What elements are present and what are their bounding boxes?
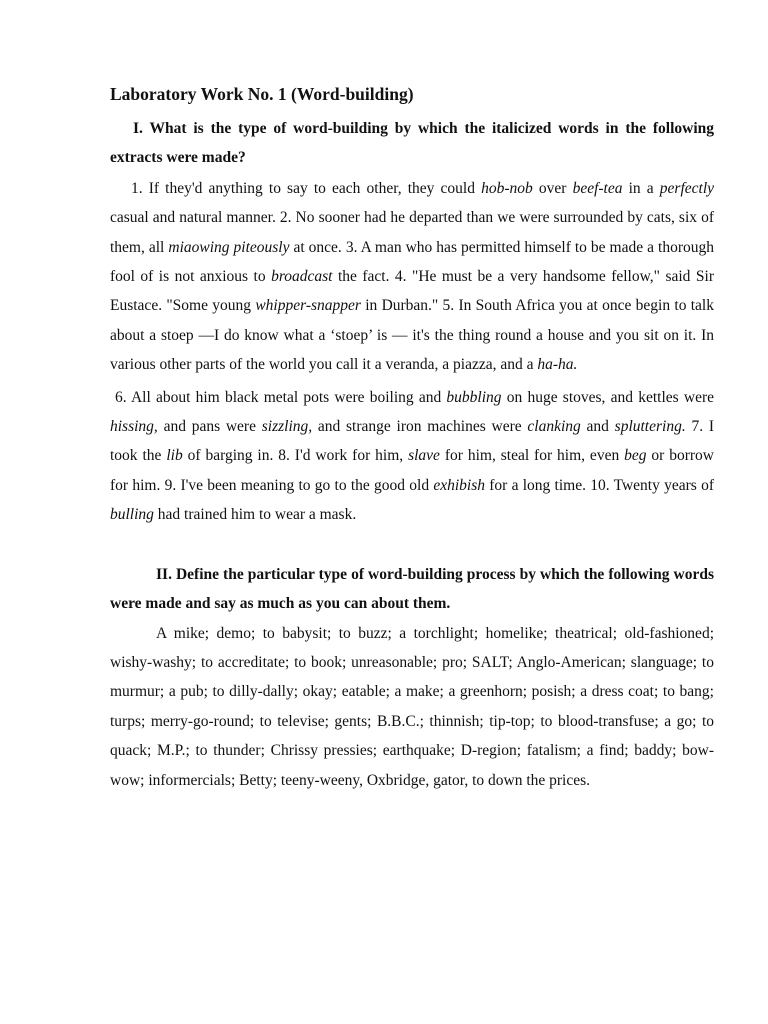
task-1-paragraph-1 xyxy=(110,174,714,380)
italicized-word: beef-tea xyxy=(572,179,623,197)
task-1-heading: I. What is the type of word-building by which the italicized words in the following extracts were made? xyxy=(110,120,714,167)
text-run: on huge stoves, and kettles were xyxy=(501,388,714,406)
italicized-word: broadcast xyxy=(271,268,333,286)
text-run: of barging in. 8. I'd work for him, xyxy=(182,447,409,465)
text-run: and pans were xyxy=(157,418,262,436)
text-run: in a xyxy=(622,179,660,197)
italicized-word: beg xyxy=(624,447,647,465)
text-run: and strange iron machines were xyxy=(312,418,528,436)
text-run: and xyxy=(580,418,615,436)
task-2-word-list: A mike; demo; to babysit; to buzz; a torchlight; homelike; theatrical; old-fashioned; wishy-washy; to accreditate; to book; unreasonable; pro; SALT; Anglo-American; slanguage; to murmur; a pub; to dilly-dally; okay; eatable; a make; a greenhorn; posish; a dress coat; to bang; turps; merry-go-round; to televise; gents; B.B.C.; thinnish; tip-top; to blood-transfuse; a go; to quack; M.P.; to thunder; Chrissy pressies; earthquake; D-region; fatalism; a find; baddy; bow-wow; informercials; Betty; teeny-weeny, Oxbridge, gator, to down the prices. xyxy=(110,624,714,789)
italicized-word: ha-ha. xyxy=(537,356,578,374)
section-spacer xyxy=(110,530,714,560)
italicized-word: spluttering. xyxy=(614,418,686,436)
italicized-word: perfectly xyxy=(659,179,715,197)
document-title: Laboratory Work No. 1 (Word-building) xyxy=(110,84,414,104)
task-2-heading: II. Define the particular type of word-building process by which the following words were made and say as much as you can about them. xyxy=(110,565,714,613)
text-run: over xyxy=(532,179,573,197)
text-run: for him, steal for him, even xyxy=(439,447,625,465)
italicized-word: whipper-snapper xyxy=(255,297,361,315)
text-run: or borrow for him. 9. I've been meaning to go to the good old xyxy=(110,447,715,494)
italicized-word: exhibish xyxy=(433,476,486,494)
text-run: 6. All about him black metal pots were boiling and xyxy=(115,388,447,406)
document-page xyxy=(110,82,714,795)
italicized-word: clanking xyxy=(527,418,581,436)
text-run: at once. 3. A man who has permitted himself to be made a thorough fool of is not anxious to xyxy=(110,238,714,286)
italicized-word: slave xyxy=(408,447,440,465)
italicized-word: hob-nob xyxy=(481,179,533,197)
text-run: 7. I took the xyxy=(110,418,714,465)
text-run: the fact. 4. "He must be a very handsome fellow," said Sir Eustace. "Some young xyxy=(110,268,714,315)
italicized-word: lib xyxy=(166,447,183,465)
text-run: for a long time. 10. Twenty years of xyxy=(485,476,714,494)
text-run: casual and natural manner. 2. No sooner had he departed than we were surrounded by cats, six of them, all xyxy=(110,209,714,256)
italicized-word: hissing, xyxy=(110,418,158,436)
text-run: 1. If they'd anything to say to each other, they could xyxy=(131,179,482,197)
text-run: had trained him to wear a mask. xyxy=(153,506,357,524)
task-1-paragraph-2 xyxy=(110,383,714,530)
italicized-word: miaowing piteously xyxy=(168,238,290,256)
text-run: in Durban." 5. In South Africa you at once begin to talk about a stoep —I do know what a ‘stoep’ is — it's the thing round a house and you sit on it. In various other parts of the world you call it a veranda, a piazza, and a xyxy=(110,297,714,374)
italicized-word: bulling xyxy=(110,506,154,524)
italicized-word: sizzling, xyxy=(261,418,313,436)
italicized-word: bubbling xyxy=(446,388,502,406)
